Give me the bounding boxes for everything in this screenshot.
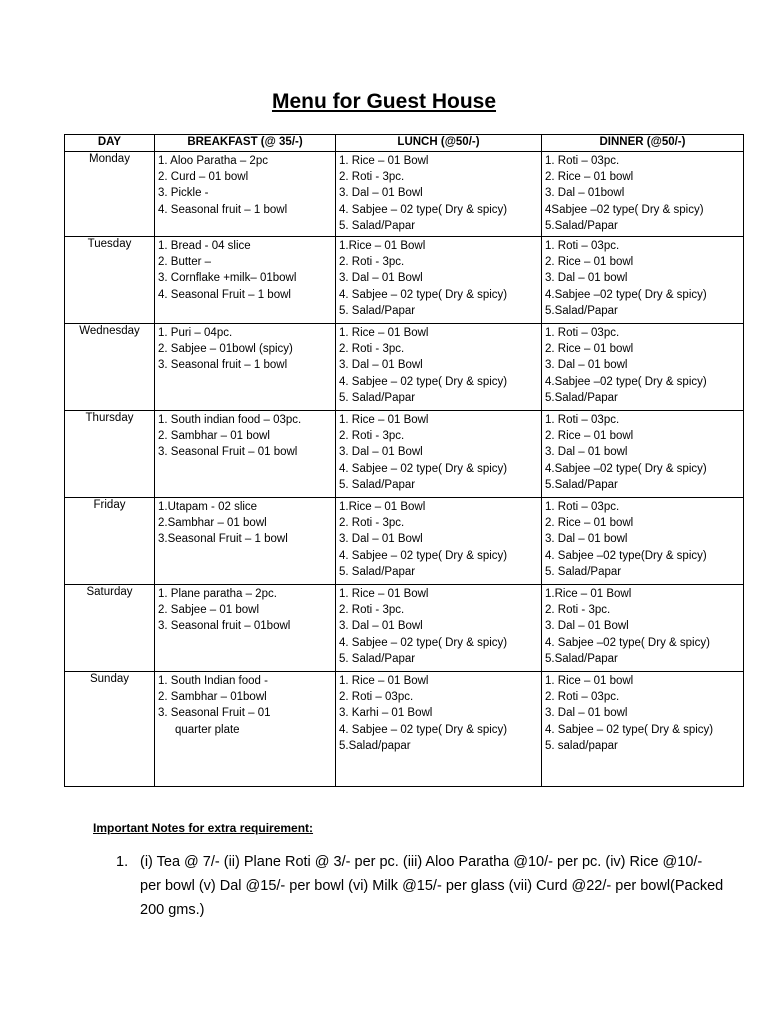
menu-item: 3. Dal – 01 bowl xyxy=(545,272,628,285)
menu-item: 2. Roti – 03pc. xyxy=(339,691,414,704)
table-row xyxy=(65,672,744,787)
menu-item: 5. Salad/Papar xyxy=(339,478,416,491)
lunch-cell xyxy=(336,585,542,672)
menu-item: 4.Sabjee –02 type( Dry & spicy) xyxy=(545,288,707,301)
menu-item: 2. Rice – 01 bowl xyxy=(545,517,634,530)
menu-item: 5. Salad/Papar xyxy=(339,652,416,665)
dinner-cell xyxy=(542,237,744,324)
menu-item: 3. Cornflake +milk– 01bowl xyxy=(158,272,297,285)
menu-item: 1. Rice – 01 Bowl xyxy=(339,675,429,687)
menu-item: 1. Plane paratha – 2pc. xyxy=(158,588,277,600)
menu-item: 4. Sabjee – 02 type( Dry & spicy) xyxy=(339,288,508,301)
menu-item: 3. Dal – 01 Bowl xyxy=(339,272,423,285)
menu-item: 1. Puri – 04pc. xyxy=(158,327,233,339)
menu-item: 2. Roti - 3pc. xyxy=(339,343,405,356)
menu-item: 3. Dal – 01 bowl xyxy=(545,533,628,546)
menu-item: 1. South Indian food - xyxy=(158,675,268,687)
menu-item: 5.Salad/Papar xyxy=(545,304,618,317)
menu-item: 5. Salad/Papar xyxy=(339,391,416,404)
menu-item: 2. Roti - 3pc. xyxy=(339,517,405,530)
menu-item: 4. Sabjee – 02 type( Dry & spicy) xyxy=(339,723,508,736)
menu-item: 5. Salad/Papar xyxy=(545,565,622,578)
menu-item: 3. Dal – 01bowl xyxy=(545,187,625,200)
table-row xyxy=(65,411,744,498)
menu-item: 1. South indian food – 03pc. xyxy=(158,414,302,426)
note-number: 1. xyxy=(116,854,129,870)
menu-item: 3. Dal – 01 Bowl xyxy=(545,620,629,633)
menu-item: 2.Sambhar – 01 bowl xyxy=(158,517,267,530)
menu-item: 2. Roti - 3pc. xyxy=(339,430,405,443)
menu-item: 3. Dal – 01 bowl xyxy=(545,359,628,372)
day-cell: Thursday xyxy=(65,411,155,498)
menu-item: 4. Sabjee – 02 type( Dry & spicy) xyxy=(545,723,714,736)
menu-item: 4.Sabjee –02 type( Dry & spicy) xyxy=(545,462,707,475)
breakfast-cell xyxy=(155,498,336,585)
menu-item: 2. Roti - 3pc. xyxy=(339,171,405,184)
day-cell: Monday xyxy=(65,152,155,237)
menu-item: 1. Roti – 03pc. xyxy=(545,240,620,252)
dinner-cell xyxy=(542,324,744,411)
notes-title: Important Notes for extra requirement: xyxy=(93,821,314,835)
menu-item: 1. Rice – 01 Bowl xyxy=(339,155,429,167)
menu-item: 4Sabjee –02 type( Dry & spicy) xyxy=(545,203,704,216)
menu-item: 5. Salad/Papar xyxy=(339,304,416,317)
menu-item: 1. Rice – 01 Bowl xyxy=(339,414,429,426)
day-cell: Wednesday xyxy=(65,324,155,411)
menu-item: 5.Salad/Papar xyxy=(545,219,618,232)
menu-item: 1. Rice – 01 Bowl xyxy=(339,327,429,339)
menu-item: 5.Salad/papar xyxy=(339,739,411,752)
header-lunch: LUNCH (@50/-) xyxy=(336,135,542,152)
lunch-cell xyxy=(336,324,542,411)
lunch-cell xyxy=(336,672,542,787)
menu-item: 5. Salad/Papar xyxy=(339,219,416,232)
day-cell: Tuesday xyxy=(65,237,155,324)
menu-item: 1. Rice – 01 Bowl xyxy=(339,588,429,600)
menu-table xyxy=(64,134,744,787)
menu-item: 1. Roti – 03pc. xyxy=(545,155,620,167)
menu-item: 2. Roti - 3pc. xyxy=(339,604,405,617)
menu-item: 4. Sabjee – 02 type( Dry & spicy) xyxy=(339,636,508,649)
lunch-cell xyxy=(336,152,542,237)
table-header-row xyxy=(65,135,744,152)
menu-item: 5. Salad/Papar xyxy=(339,565,416,578)
menu-item: 1.Rice – 01 Bowl xyxy=(339,501,426,513)
menu-item: 4. Sabjee – 02 type( Dry & spicy) xyxy=(339,375,508,388)
menu-item: 3.Seasonal Fruit – 1 bowl xyxy=(158,533,288,546)
menu-item: 2. Sambhar – 01bowl xyxy=(158,691,267,704)
lunch-cell xyxy=(336,237,542,324)
menu-item: 4. Sabjee –02 type( Dry & spicy) xyxy=(545,636,710,649)
table-row xyxy=(65,237,744,324)
breakfast-cell xyxy=(155,237,336,324)
table-row xyxy=(65,498,744,585)
menu-item: 3. Dal – 01 bowl xyxy=(545,707,628,720)
menu-item: 1.Utapam - 02 slice xyxy=(158,501,258,513)
menu-item: 4. Seasonal fruit – 1 bowl xyxy=(158,203,288,216)
lunch-cell xyxy=(336,411,542,498)
dinner-cell xyxy=(542,152,744,237)
breakfast-cell xyxy=(155,411,336,498)
menu-item: 2. Roti - 3pc. xyxy=(545,604,611,617)
menu-item: 4. Sabjee –02 type(Dry & spicy) xyxy=(545,549,707,562)
menu-item: 4. Sabjee – 02 type( Dry & spicy) xyxy=(339,549,508,562)
breakfast-cell xyxy=(155,152,336,237)
table-row xyxy=(65,585,744,672)
menu-item: 4.Sabjee –02 type( Dry & spicy) xyxy=(545,375,707,388)
menu-item: 3. Dal – 01 Bowl xyxy=(339,187,423,200)
menu-item: 2. Rice – 01 bowl xyxy=(545,430,634,443)
header-day: DAY xyxy=(65,135,155,152)
menu-item: 4. Seasonal Fruit – 1 bowl xyxy=(158,288,291,301)
menu-item: 2. Rice – 01 bowl xyxy=(545,256,634,269)
note-item xyxy=(116,850,726,922)
breakfast-cell xyxy=(155,585,336,672)
menu-item: 3. Dal – 01 Bowl xyxy=(339,446,423,459)
menu-item: 3. Dal – 01 bowl xyxy=(545,446,628,459)
menu-item: 2. Butter – xyxy=(158,256,212,269)
menu-item: 3. Seasonal Fruit – 01 bowl xyxy=(158,446,298,459)
menu-item: 4. Sabjee – 02 type( Dry & spicy) xyxy=(339,462,508,475)
menu-item: 3. Dal – 01 Bowl xyxy=(339,359,423,372)
menu-item: 1.Rice – 01 Bowl xyxy=(545,588,632,600)
day-cell: Sunday xyxy=(65,672,155,787)
menu-item: 3. Seasonal fruit – 01bowl xyxy=(158,620,291,633)
menu-item: 3. Seasonal fruit – 1 bowl xyxy=(158,359,288,372)
note-text: (i) Tea @ 7/- (ii) Plane Roti @ 3/- per pc. (iii) Aloo Paratha @10/- per pc. (iv) Rice @10/- per bowl (v) Dal @15/- per bowl (vi) Milk @15/- per glass (vii) Curd @22/- per bowl(Packed 200 gms.) xyxy=(140,854,724,918)
dinner-cell xyxy=(542,585,744,672)
breakfast-cell xyxy=(155,672,336,787)
menu-item: 1. Roti – 03pc. xyxy=(545,327,620,339)
menu-item: 1. Roti – 03pc. xyxy=(545,414,620,426)
lunch-cell xyxy=(336,498,542,585)
menu-item: 5. salad/papar xyxy=(545,739,618,752)
dinner-cell xyxy=(542,672,744,787)
menu-item: 2. Rice – 01 bowl xyxy=(545,343,634,356)
menu-item: 2. Roti – 03pc. xyxy=(545,691,620,704)
menu-item: 2. Sambhar – 01 bowl xyxy=(158,430,270,443)
menu-item: 4. Sabjee – 02 type( Dry & spicy) xyxy=(339,203,508,216)
menu-item: 2. Curd – 01 bowl xyxy=(158,171,249,184)
menu-item: 1. Aloo Paratha – 2pc xyxy=(158,155,268,167)
dinner-cell xyxy=(542,498,744,585)
menu-item: 1. Rice – 01 bowl xyxy=(545,675,634,687)
menu-item: 3. Seasonal Fruit – 01 xyxy=(158,707,271,720)
menu-item: 1. Roti – 03pc. xyxy=(545,501,620,513)
table-row xyxy=(65,152,744,237)
menu-item: 5.Salad/Papar xyxy=(545,652,618,665)
menu-item: 3. Karhi – 01 Bowl xyxy=(339,707,433,720)
header-dinner: DINNER (@50/-) xyxy=(542,135,744,152)
menu-item: 2. Roti - 3pc. xyxy=(339,256,405,269)
menu-item: quarter plate xyxy=(175,723,240,736)
header-breakfast: BREAKFAST (@ 35/-) xyxy=(155,135,336,152)
menu-item: 3. Dal – 01 Bowl xyxy=(339,533,423,546)
menu-item: 3. Dal – 01 Bowl xyxy=(339,620,423,633)
table-row xyxy=(65,324,744,411)
menu-item: 1. Bread - 04 slice xyxy=(158,240,251,252)
page-title: Menu for Guest House xyxy=(271,90,497,113)
menu-item: 5.Salad/Papar xyxy=(545,391,618,404)
menu-item: 2. Sabjee – 01bowl (spicy) xyxy=(158,343,293,356)
menu-item: 2. Rice – 01 bowl xyxy=(545,171,634,184)
menu-item: 2. Sabjee – 01 bowl xyxy=(158,604,260,617)
menu-item: 3. Pickle - xyxy=(158,187,209,200)
menu-item: 5.Salad/Papar xyxy=(545,478,618,491)
menu-item: 1.Rice – 01 Bowl xyxy=(339,240,426,252)
dinner-cell xyxy=(542,411,744,498)
day-cell: Saturday xyxy=(65,585,155,672)
breakfast-cell xyxy=(155,324,336,411)
day-cell: Friday xyxy=(65,498,155,585)
